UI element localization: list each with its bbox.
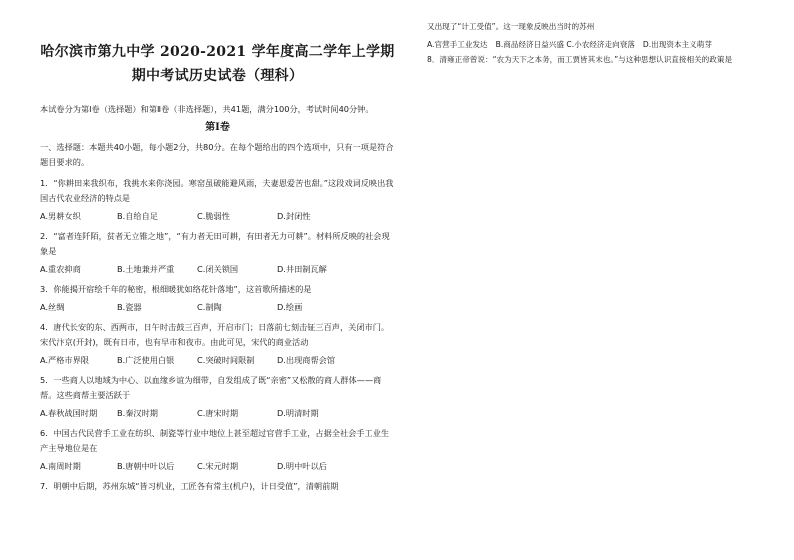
option-c: C.唐宋时期 [197, 408, 239, 418]
question-4 [40, 320, 395, 367]
option-d: D.明清时期 [277, 408, 319, 418]
option-b: B.秦汉时期 [117, 408, 158, 418]
right-column [427, 18, 777, 67]
left-column [40, 40, 395, 494]
question-7-continued: 又出现了“计工受值”。这一现象反映出当时的苏州 [427, 22, 595, 31]
option-d: D.明中叶以后 [277, 461, 327, 471]
option-d: D.绘画 [277, 302, 303, 312]
question-3 [40, 282, 395, 314]
question-text: 7．明朝中后期，苏州东城“皆习机业，工匠各有常主(机户)，计日受值”，清朝前期 [40, 481, 339, 491]
option-d: D.井田制瓦解 [277, 264, 327, 274]
option-b: B.自给自足 [117, 211, 158, 221]
instructions: 一、选择题：本题共40小题，每小题2分，共80分。在每个题给出的四个选项中，只有一项是符合题目要求的。 [40, 142, 394, 167]
option-a: A.严格市界限 [40, 355, 89, 365]
question-7 [40, 479, 395, 494]
option-c: C.制陶 [197, 302, 222, 312]
question-text: 4．唐代长安的东、西两市，日午时击鼓三百声，开启市门；日落前七刻击钲三百声，关闭市门。宋代汴京(开封)，既有日市，也有早市和夜市。由此可见，宋代的商业活动 [40, 322, 390, 347]
question-7-options [427, 38, 777, 51]
option-row [40, 209, 395, 223]
question-text: 6．中国古代民营手工业在纺织、制瓷等行业中地位上甚至超过官营手工业，占据全社会手工业生产主导地位是在 [40, 428, 390, 453]
option-c: C.宋元时期 [197, 461, 239, 471]
option-d: D.出现资本主义萌芽 [642, 40, 712, 49]
question-5 [40, 373, 395, 420]
option-a: A.男耕女织 [40, 211, 81, 221]
question-1 [40, 176, 395, 223]
question-8-text: 8．清雍正帝曾说：“农为天下之本务，而工贾皆其末也。”与这种思想认识直接相关的政策是 [427, 55, 733, 64]
option-a: A.官营手工业发达 [427, 40, 488, 49]
option-a: A.重农抑商 [40, 264, 81, 274]
option-c: C.闭关锁国 [197, 264, 239, 274]
option-row [40, 262, 395, 276]
exam-title-line1: 哈尔滨市第九中学 2020-2021 学年度高二学年上学期 [40, 44, 395, 60]
option-row [40, 459, 395, 473]
question-text: 3．你能揭开宿绘千年的秘密，根细暖犹如络花针落地”，这首歌所描述的是 [40, 284, 312, 294]
option-d: D.出现商帮会馆 [277, 355, 336, 365]
question-6 [40, 426, 395, 473]
option-a: A.南周时期 [40, 461, 81, 471]
exam-intro: 本试卷分为第Ⅰ卷（选择题）和第Ⅱ卷（非选择题），共41题，满分100分，考试时间40分钟。 [40, 104, 374, 114]
option-b: B.瓷器 [117, 302, 142, 312]
option-b: B.土地兼并严重 [117, 264, 175, 274]
option-a: A.丝绸 [40, 302, 65, 312]
question-2 [40, 229, 395, 276]
option-b-c: B.商品经济日益兴盛 C.小农经济走向衰落 [495, 40, 635, 49]
exam-title-line2: 期中考试历史试卷（理科） [131, 68, 304, 84]
option-row [40, 300, 395, 314]
question-text: 1．“你耕田来我织布，我挑水来你浇园。寒窑虽破能避风雨，夫妻恩爱苦也甜。”这段戏词反映出我国古代农业经济的特点是 [40, 178, 394, 203]
option-c: C.脆弱性 [197, 211, 230, 221]
option-a: A.春秋战国时期 [40, 408, 98, 418]
option-row [40, 406, 395, 420]
option-row [40, 353, 395, 367]
question-text: 2．“富者连阡陌，贫者无立锥之地”，“有力者无田可耕，有田者无力可耕”。材料所反映的社会现象是 [40, 231, 390, 256]
question-text: 5．一些商人以地域为中心、以血缘乡谊为细带，自发组成了既“亲密”又松散的商人群体——商帮。这些商帮主要活跃于 [40, 375, 382, 400]
section-heading: 第Ⅰ卷 [205, 122, 230, 133]
option-b: B.唐朝中叶以后 [117, 461, 175, 471]
option-b: B.广泛使用白银 [117, 355, 175, 365]
option-d: D.封闭性 [277, 211, 311, 221]
option-c: C.突破时间限制 [197, 355, 255, 365]
